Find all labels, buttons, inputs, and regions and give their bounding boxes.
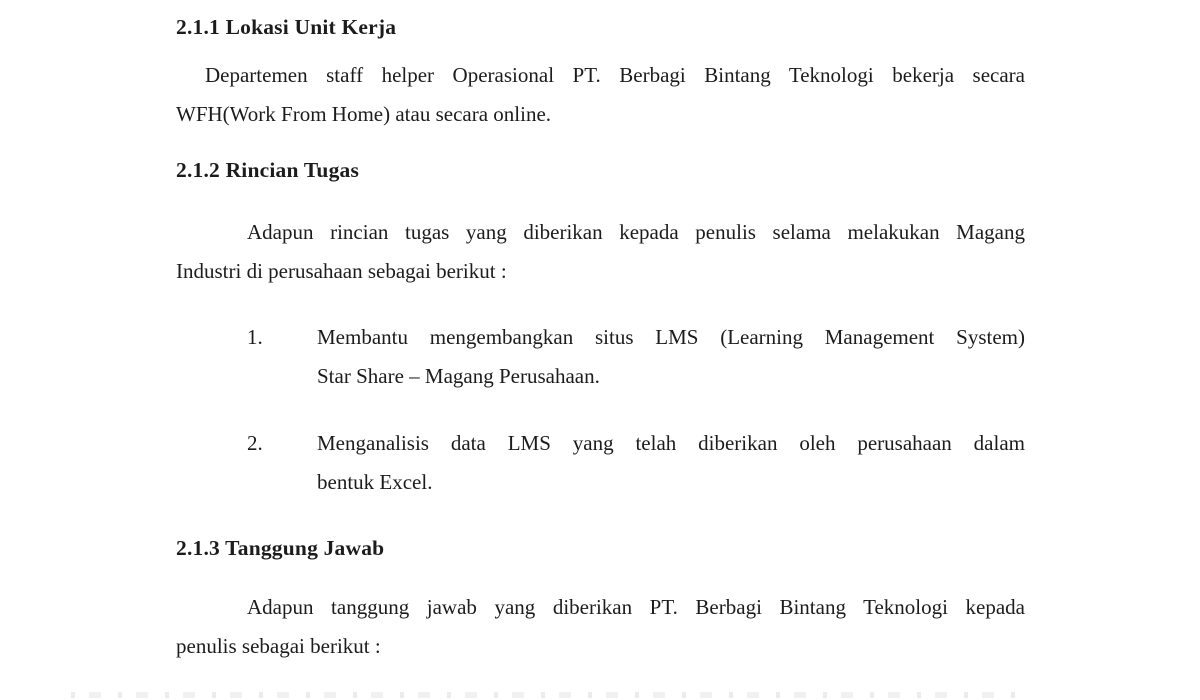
paragraph-line: WFH(Work From Home) atau secara online. — [176, 102, 552, 126]
paragraph-tanggung-jawab — [176, 588, 1025, 666]
list-item-line: Membantu mengembangkan situs LMS (Learning Management System) — [317, 325, 1025, 349]
list-item — [176, 424, 1025, 502]
paragraph-rincian-tugas — [176, 213, 1025, 291]
paragraph-line: penulis sebagai berikut : — [176, 634, 381, 658]
clipped-text-line — [71, 692, 1025, 698]
list-item-text — [317, 424, 1025, 502]
paragraph-line: Departemen staff helper Operasional PT. Berbagi Bintang Teknologi bekerja secara — [205, 63, 1025, 87]
list-item-text — [317, 318, 1025, 396]
section-heading-lokasi-unit-kerja: 2.1.1 Lokasi Unit Kerja — [176, 15, 397, 39]
paragraph-lokasi — [176, 56, 1025, 134]
document-content — [176, 8, 1025, 666]
paragraph-line: Adapun rincian tugas yang diberikan kepada penulis selama melakukan Magang — [247, 220, 1025, 244]
paragraph-line: Industri di perusahaan sebagai berikut : — [176, 259, 507, 283]
list-item — [176, 318, 1025, 396]
section-heading-rincian-tugas: 2.1.2 Rincian Tugas — [176, 158, 360, 182]
list-item-number: 1. — [247, 325, 263, 349]
list-item-line: bentuk Excel. — [317, 470, 433, 494]
list-item-line: Menganalisis data LMS yang telah diberikan oleh perusahaan dalam — [317, 431, 1025, 455]
paragraph-line: Adapun tanggung jawab yang diberikan PT. Berbagi Bintang Teknologi kepada — [247, 595, 1025, 619]
list-item-line: Star Share – Magang Perusahaan. — [317, 364, 600, 388]
list-item-number: 2. — [247, 431, 263, 455]
section-heading-tanggung-jawab: 2.1.3 Tanggung Jawab — [176, 536, 385, 560]
